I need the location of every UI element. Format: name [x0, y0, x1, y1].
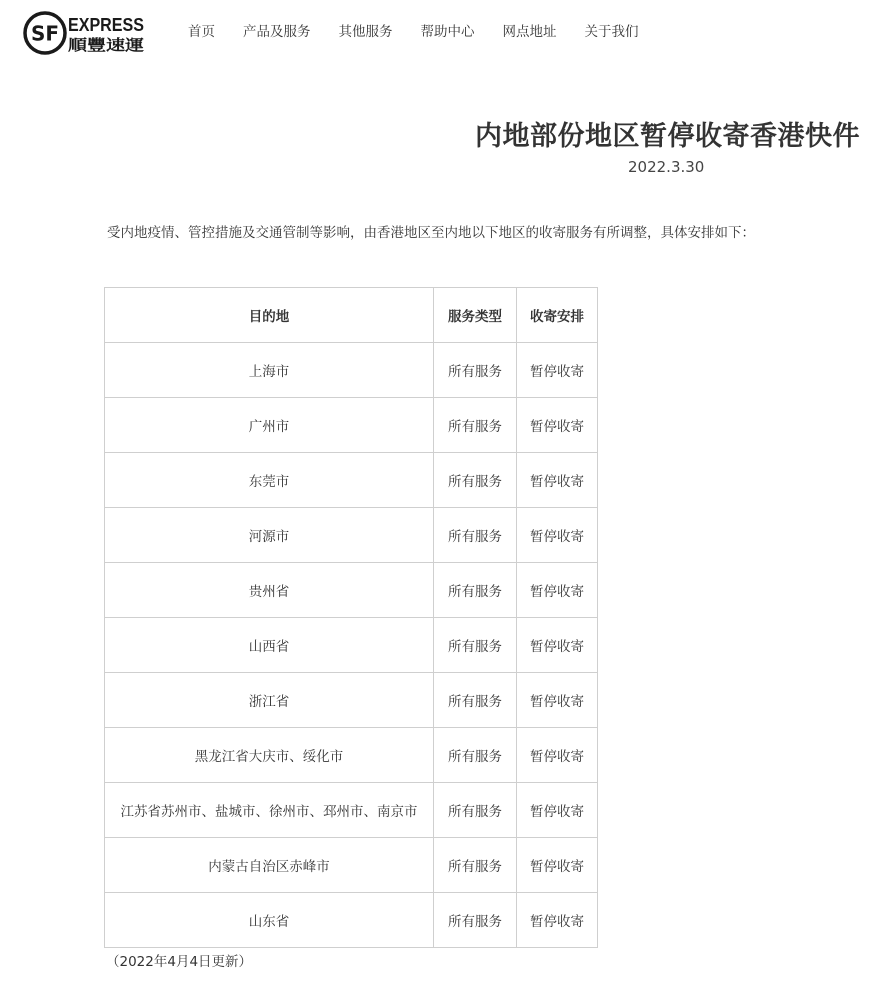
table-row: [105, 563, 598, 618]
cell-destination: 江苏省苏州市、盐城市、徐州市、邳州市、南京市: [105, 783, 434, 838]
table-row: [105, 398, 598, 453]
article-title: 内地部份地区暂停收寄香港快件: [475, 121, 860, 152]
cell-service-type: 所有服务: [434, 398, 517, 453]
cell-destination: 贵州省: [105, 563, 434, 618]
table-row: [105, 453, 598, 508]
cell-destination: 东莞市: [105, 453, 434, 508]
cell-service-type: 所有服务: [434, 893, 517, 948]
header-destination: 目的地: [105, 288, 434, 343]
cell-service-type: 所有服务: [434, 728, 517, 783]
cell-arrangement: 暂停收寄: [517, 398, 598, 453]
table-row: [105, 618, 598, 673]
header-service-type: 服务类型: [434, 288, 517, 343]
schedule-table: [104, 287, 598, 948]
article-date: 2022.3.30: [628, 158, 705, 176]
cell-arrangement: 暂停收寄: [517, 618, 598, 673]
cell-arrangement: 暂停收寄: [517, 728, 598, 783]
cell-service-type: 所有服务: [434, 343, 517, 398]
logo-name-cn: 順豐速運: [68, 36, 144, 54]
table-row: [105, 728, 598, 783]
nav-item-help-center[interactable]: 帮助中心: [420, 24, 475, 40]
cell-destination: 山西省: [105, 618, 434, 673]
nav-item-home[interactable]: 首页: [188, 24, 215, 40]
table-row: [105, 343, 598, 398]
cell-service-type: 所有服务: [434, 673, 517, 728]
cell-service-type: 所有服务: [434, 453, 517, 508]
cell-arrangement: 暂停收寄: [517, 453, 598, 508]
cell-destination: 河源市: [105, 508, 434, 563]
nav-item-products[interactable]: 产品及服务: [243, 24, 311, 40]
table-row: [105, 838, 598, 893]
main-nav: [188, 22, 667, 42]
table-row: [105, 673, 598, 728]
site-header: [0, 0, 869, 64]
cell-arrangement: 暂停收寄: [517, 343, 598, 398]
table-row: [105, 893, 598, 948]
cell-destination: 黑龙江省大庆市、绥化市: [105, 728, 434, 783]
cell-service-type: 所有服务: [434, 563, 517, 618]
table-row: [105, 783, 598, 838]
cell-destination: 山东省: [105, 893, 434, 948]
cell-arrangement: 暂停收寄: [517, 893, 598, 948]
cell-service-type: 所有服务: [434, 618, 517, 673]
cell-destination: 广州市: [105, 398, 434, 453]
article-intro: 受内地疫情、管控措施及交通管制等影响，由香港地区至内地以下地区的收寄服务有所调整，具体安排如下：: [107, 225, 755, 241]
logo-mark: SF: [30, 21, 60, 46]
table-header-row: [105, 288, 598, 343]
cell-service-type: 所有服务: [434, 838, 517, 893]
cell-service-type: 所有服务: [434, 783, 517, 838]
cell-arrangement: 暂停收寄: [517, 783, 598, 838]
header-arrangement: 收寄安排: [517, 288, 598, 343]
sf-express-logo[interactable]: [22, 10, 147, 56]
nav-item-outlets[interactable]: 网点地址: [502, 24, 557, 40]
table-row: [105, 508, 598, 563]
logo-express: EXPRESS: [68, 15, 144, 35]
cell-arrangement: 暂停收寄: [517, 508, 598, 563]
cell-destination: 浙江省: [105, 673, 434, 728]
nav-item-about-us[interactable]: 关于我们: [584, 24, 639, 40]
cell-arrangement: 暂停收寄: [517, 838, 598, 893]
nav-item-other-services[interactable]: 其他服务: [338, 24, 393, 40]
cell-service-type: 所有服务: [434, 508, 517, 563]
cell-arrangement: 暂停收寄: [517, 673, 598, 728]
update-note: （2022年4月4日更新）: [106, 954, 253, 970]
cell-arrangement: 暂停收寄: [517, 563, 598, 618]
cell-destination: 内蒙古自治区赤峰市: [105, 838, 434, 893]
cell-destination: 上海市: [105, 343, 434, 398]
